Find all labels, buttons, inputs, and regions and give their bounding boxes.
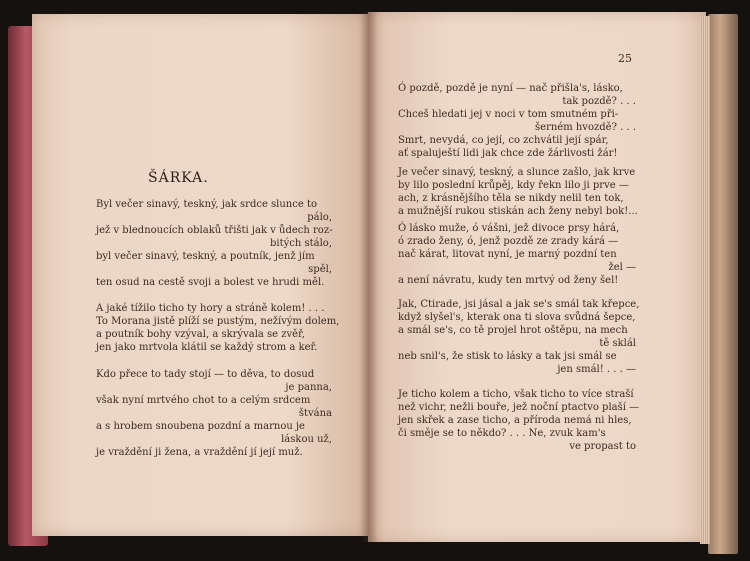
page-edges: [700, 16, 710, 544]
verse-line: Chceš hledati jej v noci v tom smutném při-: [398, 109, 619, 120]
verse-line: Je ticho kolem a ticho, však ticho to více straší: [398, 389, 634, 400]
verse-line: ve propast to: [569, 441, 636, 452]
verse-line: spěl,: [308, 264, 332, 275]
verse-line: šerném hvozdě? . . .: [535, 122, 636, 133]
verse-line: ó zrado ženy, ó, jenž pozdě ze zrady kárá —: [398, 236, 619, 247]
right-stanza-4: [398, 298, 640, 376]
verse-line: je panna,: [285, 382, 332, 393]
verse-line: Jak, Ctirade, jsi jásal a jak se's smál tak křepce,: [398, 299, 640, 310]
verse-line: by lilo poslední krůpěj, kdy řekn lilo ji prve —: [398, 180, 629, 191]
verse-line: a poutník bohy vzýval, a skrývala se zvěř,: [96, 329, 305, 340]
right-stanza-1: [398, 82, 636, 160]
verse-line: štvána: [298, 408, 332, 419]
right-stanza-3: [398, 222, 636, 287]
verse-line: láskou už,: [281, 434, 332, 445]
verse-line: tě sklál: [599, 338, 636, 349]
verse-line: ten osud na cestě svoji a bolest ve hrudi měl.: [96, 277, 325, 288]
verse-line: To Morana jistě plíží se pustým, nežívým dolem,: [96, 316, 340, 327]
right-stanza-2: [398, 166, 636, 218]
verse-line: či směje se to někdo? . . . Ne, zvuk kam's: [398, 428, 606, 439]
page-number: 25: [618, 52, 632, 65]
verse-line: pálo,: [307, 212, 332, 223]
verse-line: Smrt, nevydá, co její, co zchvátil její spár,: [398, 135, 609, 146]
verse-line: tak pozdě? . . .: [562, 96, 636, 107]
verse-line: a mužnější rukou stiskán ach ženy nebyl bok!...: [398, 206, 638, 217]
verse-line: je vraždění ji žena, a vraždění jí její muž.: [96, 447, 303, 458]
verse-line: Ó pozdě, pozdě je nyní — nač přišla's, lásko,: [398, 83, 623, 94]
verse-line: žel —: [608, 262, 636, 273]
left-stanza-2: [96, 302, 340, 354]
left-stanza-3: [96, 368, 332, 459]
verse-line: ať spaluještí lidi jak chce zde žárlivosti žár!: [398, 148, 618, 159]
verse-line: a s hrobem snoubena pozdní a marnou je: [96, 421, 305, 432]
verse-line: Ó lásko muže, ó vášni, jež divoce prsy hárá,: [398, 223, 620, 234]
verse-line: bitých stálo,: [270, 238, 332, 249]
verse-line: Je večer sinavý, teskný, a slunce zašlo, jak krve: [398, 167, 636, 178]
poem-title: ŠÁRKA.: [148, 170, 209, 186]
verse-line: byl večer sinavý, teskný, a poutník, jenž jím: [96, 251, 315, 262]
right-stanza-5: [398, 388, 640, 453]
left-stanza-1: [96, 198, 332, 289]
verse-line: jen skřek a zase ticho, a příroda nemá ni hles,: [398, 415, 632, 426]
verse-line: neb snil's, že stisk to lásky a tak jsi smál se: [398, 351, 617, 362]
book-cover-right: [708, 14, 738, 554]
verse-line: jen jako mrtvola klátil se každý strom a keř.: [96, 342, 318, 353]
verse-line: ach, z krásnějšího těla se nikdy nelil ten tok,: [398, 193, 624, 204]
verse-line: nač kárat, litovat nyní, je marný pozdní ten: [398, 249, 617, 260]
verse-line: A jaké tížilo ticho ty hory a stráně kolem! . . .: [96, 303, 325, 314]
verse-line: Kdo přece to tady stojí — to děva, to dosud: [96, 369, 315, 380]
verse-line: však nyní mrtvého chot to a celým srdcem: [96, 395, 311, 406]
verse-line: jen smál! . . . —: [557, 364, 636, 375]
verse-line: když slyšel's, kterak ona ti slova svůdná šepce,: [398, 312, 636, 323]
verse-line: než vichr, nežli bouře, jež noční ptactvo plaší —: [398, 402, 640, 413]
verse-line: a smál se's, co tě projel hrot oštěpu, na mech: [398, 325, 628, 336]
verse-line: Byl večer sinavý, teskný, jak srdce slunce to: [96, 199, 317, 210]
book-gutter: [360, 12, 378, 542]
verse-line: a není návratu, kudy ten mrtvý od ženy šel!: [398, 275, 619, 286]
verse-line: jež v blednoucích oblaků třišti jak v ůdech roz-: [96, 225, 333, 236]
